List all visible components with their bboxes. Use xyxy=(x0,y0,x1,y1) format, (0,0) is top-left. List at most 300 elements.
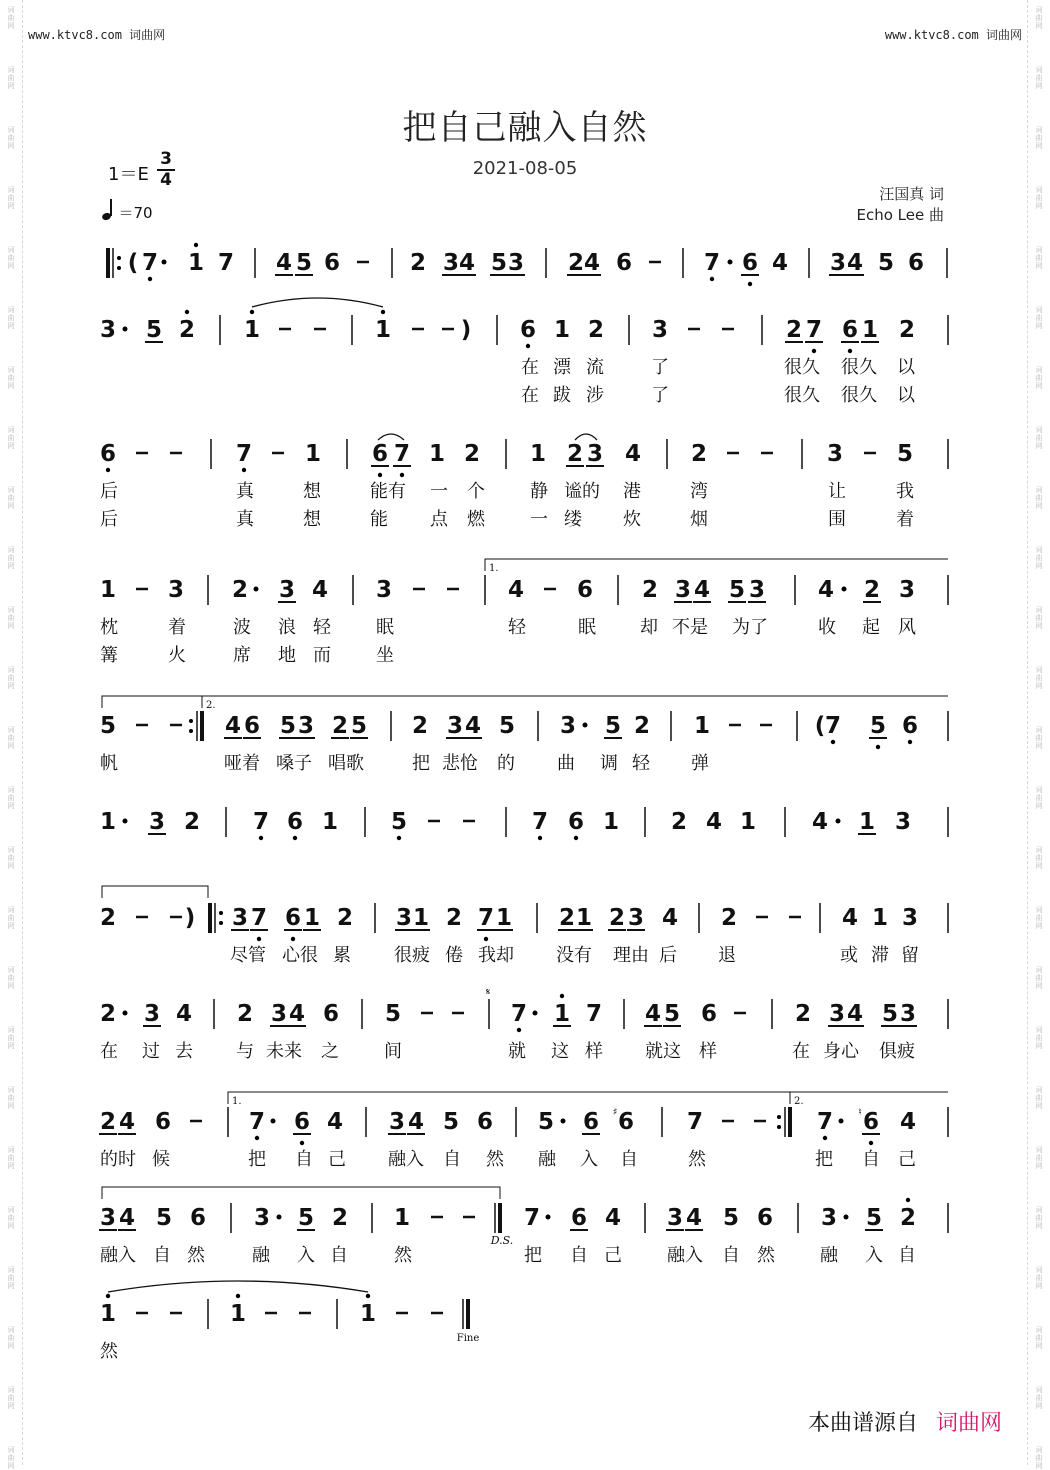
note-digit: 3 xyxy=(270,1001,288,1027)
note-digit: 5 xyxy=(604,713,622,739)
high-octave-dot xyxy=(106,1294,110,1298)
lyric-syllable: 我 xyxy=(896,481,914,502)
lyric-syllable: 入 xyxy=(580,1149,598,1170)
note-digit: 5 xyxy=(865,1205,883,1231)
note-digit: 4 xyxy=(899,1109,917,1135)
lyric-syllable: 轻 xyxy=(313,617,331,638)
lyric-syllable: 自 xyxy=(443,1149,461,1170)
low-octave-dot xyxy=(257,937,261,941)
lyric-syllable: 在 xyxy=(100,1041,118,1062)
low-octave-dot xyxy=(574,836,578,840)
lyric-syllable: 间 xyxy=(384,1041,402,1062)
note-digit: 2 xyxy=(331,713,349,739)
lyric-syllable: 留 xyxy=(901,945,919,966)
note-digit: 4 xyxy=(288,1001,306,1027)
lyric-syllable: 嗓子 xyxy=(276,753,312,774)
lyric-syllable: 想 xyxy=(303,481,321,502)
note-digit: 3 xyxy=(375,577,393,603)
side-watermark: 词 曲 网 xyxy=(1035,606,1043,630)
note-digit: 5 xyxy=(384,1001,402,1027)
note-digit: 6 xyxy=(617,1109,635,1135)
note-digit: 2 xyxy=(863,577,881,603)
lyric-syllable: 而 xyxy=(313,645,331,666)
note-digit: 5 xyxy=(490,250,508,276)
note-digit: 1 xyxy=(304,441,322,467)
repeat-dot xyxy=(189,729,193,733)
volta-bracket xyxy=(228,1092,790,1104)
note-digit: 7 xyxy=(217,250,235,276)
note-digit: 6 xyxy=(323,250,341,276)
lyric-syllable: 很疲 xyxy=(394,945,430,966)
low-octave-dot xyxy=(259,836,263,840)
side-watermark: 词 曲 网 xyxy=(1035,126,1043,150)
note-digit: 1 xyxy=(359,1301,377,1327)
lyric-syllable: 入 xyxy=(865,1245,883,1266)
side-watermark: 词 曲 网 xyxy=(1035,1446,1043,1470)
note-digit: 3 xyxy=(894,809,912,835)
lyric-syllable: 着 xyxy=(896,509,914,530)
note-digit: 2 xyxy=(670,809,688,835)
lyric-syllable: 融入 xyxy=(388,1149,424,1170)
note-digit: 5 xyxy=(722,1205,740,1231)
side-watermark: 词 曲 网 xyxy=(7,126,15,150)
lyric-syllable: 为了 xyxy=(732,617,768,638)
note-digit: 4 xyxy=(771,250,789,276)
side-watermark: 词 曲 网 xyxy=(7,66,15,90)
low-octave-dot xyxy=(400,473,404,477)
note-digit: 3 xyxy=(395,905,413,931)
note-digit: 7 xyxy=(252,809,270,835)
low-octave-dot xyxy=(908,740,912,744)
note-digit: 1 xyxy=(99,1301,117,1327)
high-octave-dot xyxy=(560,994,564,998)
lyric-syllable: 融 xyxy=(538,1149,556,1170)
lyric-syllable: 融入 xyxy=(100,1245,136,1266)
low-octave-dot xyxy=(517,1028,521,1032)
lyric-syllable: 个 xyxy=(467,481,485,502)
slur-arc xyxy=(108,1281,368,1292)
note-digit: 7 xyxy=(235,441,253,467)
low-octave-dot xyxy=(242,468,246,472)
lyric-syllable: 自 xyxy=(620,1149,638,1170)
note-digit: 3 xyxy=(278,577,296,603)
lyric-syllable: 眠 xyxy=(578,617,596,638)
lyric-syllable: 融 xyxy=(820,1245,838,1266)
volta-bracket xyxy=(790,1092,948,1104)
side-watermark: 词 曲 网 xyxy=(7,606,15,630)
lyric-syllable: 席 xyxy=(233,645,251,666)
augmentation-dot xyxy=(162,260,167,265)
note-digit: 1 xyxy=(739,809,757,835)
lyric-syllable: 俱疲 xyxy=(879,1041,915,1062)
lyric-syllable: 然 xyxy=(100,1341,118,1362)
note-digit: 4 xyxy=(224,713,242,739)
augmentation-dot xyxy=(842,587,847,592)
augmentation-dot xyxy=(583,723,588,728)
lyric-syllable: 后 xyxy=(100,481,118,502)
lyric-syllable: 真 xyxy=(236,509,254,530)
note-digit: 2 xyxy=(608,905,626,931)
volta-bracket xyxy=(202,696,948,708)
low-octave-dot xyxy=(255,1136,259,1140)
lyric-syllable: 过 xyxy=(142,1041,160,1062)
note-digit: 1 xyxy=(412,905,430,931)
side-watermark: 词 曲 网 xyxy=(7,666,15,690)
lyric-syllable: 坐 xyxy=(376,645,394,666)
lyric-syllable: 唱歌 xyxy=(328,753,364,774)
augmentation-dot xyxy=(123,327,128,332)
slur-arc xyxy=(575,434,597,440)
lyric-syllable: 能有 xyxy=(370,481,406,502)
lyric-syllable: 了 xyxy=(651,357,669,378)
note-digit: 6 xyxy=(99,441,117,467)
composer-credit: Echo Lee 曲 xyxy=(856,206,944,224)
high-octave-dot xyxy=(250,310,254,314)
note-digit: 1 xyxy=(553,317,571,343)
song-title: 把自己融入自然 xyxy=(402,108,648,148)
lyric-syllable: 弹 xyxy=(691,753,709,774)
lyric-syllable: 悲怆 xyxy=(442,753,478,774)
note-digit: 3 xyxy=(899,1001,917,1027)
note-digit: 5 xyxy=(350,713,368,739)
lyric-syllable: 燃 xyxy=(467,509,485,530)
note-digit: 1 xyxy=(243,317,261,343)
lyric-syllable: 没有 xyxy=(556,945,592,966)
time-signature-top: 3 xyxy=(160,149,172,169)
augmentation-dot xyxy=(123,1011,128,1016)
side-watermark: 词 曲 网 xyxy=(7,546,15,570)
lyric-syllable: 很久 xyxy=(784,357,820,378)
note-digit: 3 xyxy=(446,713,464,739)
augmentation-dot xyxy=(836,819,841,824)
low-octave-dot xyxy=(300,1141,304,1145)
lyric-syllable: 涉 xyxy=(586,385,604,406)
lyric-syllable: 或 xyxy=(840,945,858,966)
augmentation-dot xyxy=(254,587,259,592)
lyric-syllable: 己 xyxy=(604,1245,622,1266)
side-watermark: 词 曲 网 xyxy=(7,1026,15,1050)
header-site-right[interactable]: www.ktvc8.com 词曲网 xyxy=(884,28,1022,42)
note-digit: 5 xyxy=(99,713,117,739)
repeat-dot xyxy=(219,911,223,915)
lyric-syllable: 湾 xyxy=(690,481,708,502)
note-digit: 1 xyxy=(428,441,446,467)
augmentation-dot xyxy=(561,1119,566,1124)
note-digit: 6 xyxy=(189,1205,207,1231)
note-digit: 1 xyxy=(871,905,889,931)
side-watermark: 词 曲 网 xyxy=(1035,1386,1043,1410)
note-digit: 2 xyxy=(794,1001,812,1027)
lyric-syllable: 漂 xyxy=(553,357,571,378)
lyric-syllable: 在 xyxy=(792,1041,810,1062)
low-octave-dot xyxy=(876,745,880,749)
lyric-syllable: 然 xyxy=(688,1149,706,1170)
note-digit: 2 xyxy=(587,317,605,343)
note-digit: 2 xyxy=(411,713,429,739)
high-octave-dot xyxy=(185,310,189,314)
lyricist-credit: 汪国真 词 xyxy=(879,185,944,203)
note-digit: 2 xyxy=(183,809,201,835)
time-signature-bottom: 4 xyxy=(160,170,172,190)
side-watermark: 词 曲 网 xyxy=(1035,486,1043,510)
lyric-syllable: 的 xyxy=(497,753,515,774)
low-octave-dot xyxy=(526,344,530,348)
note-digit: 1 xyxy=(553,1001,571,1027)
note-digit: 2 xyxy=(331,1205,349,1231)
note-digit: 1 xyxy=(187,250,205,276)
lyric-syllable: 然 xyxy=(757,1245,775,1266)
lyric-syllable: 然 xyxy=(394,1245,412,1266)
note-digit: 1 xyxy=(374,317,392,343)
side-watermark: 词 曲 网 xyxy=(7,1266,15,1290)
note-digit: 3 xyxy=(231,905,249,931)
note-digit: 1 xyxy=(393,1205,411,1231)
note-digit: 7 xyxy=(141,250,159,276)
note-digit: 2 xyxy=(178,317,196,343)
lyric-syllable: 以 xyxy=(897,357,915,378)
note-digit: 3 xyxy=(901,905,919,931)
lyric-syllable: 候 xyxy=(152,1149,170,1170)
note-digit: 3 xyxy=(442,250,460,276)
lyric-syllable: 自 xyxy=(570,1245,588,1266)
note-digit: 3 xyxy=(253,1205,271,1231)
lyric-syllable: 己 xyxy=(898,1149,916,1170)
note-digit: 5 xyxy=(295,250,313,276)
lyric-syllable: 后 xyxy=(100,509,118,530)
note-digit: 2 xyxy=(720,905,738,931)
slur-arc xyxy=(378,434,404,440)
note-digit: 1 xyxy=(858,809,876,835)
side-watermark: 词 曲 网 xyxy=(7,846,15,870)
note-digit: 5 xyxy=(877,250,895,276)
side-watermark: 词 曲 网 xyxy=(7,6,15,30)
note-digit: 6 xyxy=(567,809,585,835)
note-digit: 5 xyxy=(390,809,408,835)
note-digit: 1 xyxy=(602,809,620,835)
note-digit: 6 xyxy=(901,713,919,739)
note-digit: 2 xyxy=(567,250,585,276)
low-octave-dot xyxy=(710,277,714,281)
note-digit: 3 xyxy=(143,1001,161,1027)
side-watermark: 词 曲 网 xyxy=(1035,1086,1043,1110)
lyric-syllable: 让 xyxy=(828,481,846,502)
note-digit: 4 xyxy=(275,250,293,276)
note-digit: 3 xyxy=(666,1205,684,1231)
note-digit: 7 xyxy=(703,250,721,276)
note-digit: 2 xyxy=(231,577,249,603)
side-watermark: 词 曲 网 xyxy=(7,1446,15,1470)
note-digit: 6 xyxy=(519,317,537,343)
lyric-syllable: 然 xyxy=(187,1245,205,1266)
note-digit: 4 xyxy=(118,1205,136,1231)
side-watermark: 词 曲 网 xyxy=(1035,306,1043,330)
lyric-syllable: 真 xyxy=(236,481,254,502)
side-watermark: 词 曲 网 xyxy=(1035,246,1043,270)
lyric-syllable: 篝 xyxy=(100,645,118,666)
side-watermark: 词 曲 网 xyxy=(1035,546,1043,570)
side-watermark: 词 曲 网 xyxy=(1035,186,1043,210)
note-digit: 2 xyxy=(463,441,481,467)
note-digit: 7 xyxy=(805,317,823,343)
side-watermark: 词 曲 网 xyxy=(7,486,15,510)
lyric-syllable: 调 xyxy=(600,753,618,774)
lyric-syllable: 滞 xyxy=(871,945,889,966)
volta-label: 2. xyxy=(794,1096,804,1107)
lyric-syllable: 的时 xyxy=(100,1149,136,1170)
side-watermark: 词 曲 网 xyxy=(7,966,15,990)
side-watermark: 词 曲 网 xyxy=(7,366,15,390)
lyric-syllable: 我却 xyxy=(478,945,514,966)
note-digit: 1 xyxy=(229,1301,247,1327)
note-digit: 6 xyxy=(582,1109,600,1135)
note-digit: 4 xyxy=(693,577,711,603)
note-digit: 7 xyxy=(585,1001,603,1027)
lyric-syllable: 枕 xyxy=(100,617,118,638)
note-digit: 3 xyxy=(507,250,525,276)
note-digit: 7 xyxy=(531,809,549,835)
lyric-syllable: 未来 xyxy=(266,1041,302,1062)
augmentation-dot xyxy=(123,819,128,824)
note-digit: 7 xyxy=(510,1001,528,1027)
side-watermark: 词 曲 网 xyxy=(1035,6,1043,30)
high-octave-dot xyxy=(906,1198,910,1202)
note-digit: 1 xyxy=(495,905,513,931)
note-digit: 6 xyxy=(243,713,261,739)
note-digit: 3 xyxy=(586,441,604,467)
lyric-syllable: 在 xyxy=(521,385,539,406)
note-digit: 4 xyxy=(407,1109,425,1135)
note-digit: 3 xyxy=(148,809,166,835)
high-octave-dot xyxy=(381,310,385,314)
augmentation-dot xyxy=(546,1215,551,1220)
note-digit: 4 xyxy=(507,577,525,603)
note-digit: 4 xyxy=(705,809,723,835)
note-digit: 7 xyxy=(824,713,842,739)
volta-bracket xyxy=(102,1187,500,1199)
augmentation-dot xyxy=(839,1119,844,1124)
note-digit: 3 xyxy=(829,250,847,276)
note-digit: 4 xyxy=(583,250,601,276)
paren: ) xyxy=(460,317,472,343)
side-watermark: 词 曲 网 xyxy=(1035,1146,1043,1170)
lyric-syllable: 起 xyxy=(862,617,880,638)
lyric-syllable: 就 xyxy=(508,1041,526,1062)
note-digit: 2 xyxy=(99,1109,117,1135)
natural-icon: ♮ xyxy=(858,1107,862,1118)
note-digit: 7 xyxy=(816,1109,834,1135)
note-digit: 2 xyxy=(641,577,659,603)
note-digit: 6 xyxy=(700,1001,718,1027)
note-digit: 6 xyxy=(371,441,389,467)
source-brand-link[interactable]: 词曲网 xyxy=(935,1411,1002,1436)
note-digit: 3 xyxy=(674,577,692,603)
lyric-syllable: 倦 xyxy=(445,945,463,966)
volta-label: 2. xyxy=(206,700,216,711)
side-watermark: 词 曲 网 xyxy=(1035,786,1043,810)
lyric-syllable: 后 xyxy=(659,945,677,966)
lyric-syllable: 烟 xyxy=(690,509,708,530)
note-digit: 3 xyxy=(167,577,185,603)
note-digit: 2 xyxy=(236,1001,254,1027)
low-octave-dot xyxy=(484,937,488,941)
source-credit xyxy=(808,1406,1002,1437)
side-watermark: 词 曲 网 xyxy=(1035,66,1043,90)
note-digit: 4 xyxy=(311,577,329,603)
note-digit: 2 xyxy=(445,905,463,931)
lyric-syllable: 流 xyxy=(586,357,604,378)
lyric-syllable: 帆 xyxy=(100,753,118,774)
note-digit: 6 xyxy=(476,1109,494,1135)
side-watermark: 词 曲 网 xyxy=(1035,726,1043,750)
side-watermark: 词 曲 网 xyxy=(1035,1326,1043,1350)
low-octave-dot xyxy=(378,473,382,477)
lyric-syllable: 自 xyxy=(722,1245,740,1266)
high-octave-dot xyxy=(366,1294,370,1298)
note-digit: 7 xyxy=(248,1109,266,1135)
low-octave-dot xyxy=(831,740,835,744)
note-digit: 3 xyxy=(828,1001,846,1027)
note-digit: 2 xyxy=(99,905,117,931)
low-octave-dot xyxy=(293,836,297,840)
lyric-syllable: 能 xyxy=(370,509,388,530)
source-text: 本曲谱源自 xyxy=(807,1411,918,1436)
note-digit: 2 xyxy=(899,1205,917,1231)
note-digit: 5 xyxy=(663,1001,681,1027)
lyric-syllable: 去 xyxy=(175,1041,193,1062)
lyric-syllable: 哑着 xyxy=(224,753,260,774)
note-digit: 4 xyxy=(326,1109,344,1135)
side-watermark: 词 曲 网 xyxy=(1035,906,1043,930)
header-site-left[interactable]: www.ktvc8.com 词曲网 xyxy=(28,28,166,42)
side-watermark: 词 曲 网 xyxy=(1035,1206,1043,1230)
lyric-syllable: 谧的 xyxy=(564,481,600,502)
side-watermark: 词 曲 网 xyxy=(7,906,15,930)
note-digit: 2 xyxy=(558,905,576,931)
paren: ( xyxy=(127,250,139,276)
note-digit: 1 xyxy=(575,905,593,931)
note-digit: 2 xyxy=(898,317,916,343)
note-digit: 1 xyxy=(693,713,711,739)
lyric-syllable: 然 xyxy=(486,1149,504,1170)
lyric-syllable: 想 xyxy=(303,509,321,530)
lyric-syllable: 退 xyxy=(718,945,736,966)
lyric-syllable: 就这 xyxy=(645,1041,681,1062)
volta-bracket xyxy=(102,696,202,708)
low-octave-dot xyxy=(823,1136,827,1140)
side-watermark: 词 曲 网 xyxy=(1035,426,1043,450)
note-digit: 7 xyxy=(393,441,411,467)
side-watermark: 词 曲 网 xyxy=(1035,966,1043,990)
note-digit: 5 xyxy=(896,441,914,467)
side-watermark: 词 曲 网 xyxy=(7,306,15,330)
note-digit: 7 xyxy=(686,1109,704,1135)
side-watermark: 词 曲 网 xyxy=(7,1386,15,1410)
side-watermark: 词 曲 网 xyxy=(1035,846,1043,870)
lyric-syllable: 己 xyxy=(328,1149,346,1170)
augmentation-dot xyxy=(271,1119,276,1124)
augmentation-dot xyxy=(277,1215,282,1220)
side-watermark: 词 曲 网 xyxy=(1035,666,1043,690)
note-digit: 3 xyxy=(297,713,315,739)
lyric-syllable: 把 xyxy=(412,753,430,774)
note-digit: 5 xyxy=(279,713,297,739)
note-digit: 7 xyxy=(477,905,495,931)
high-octave-dot xyxy=(194,243,198,247)
note-digit: 3 xyxy=(388,1109,406,1135)
note-digit: 2 xyxy=(566,441,584,467)
repeat-dot xyxy=(117,266,121,270)
slur-arc xyxy=(252,298,383,307)
